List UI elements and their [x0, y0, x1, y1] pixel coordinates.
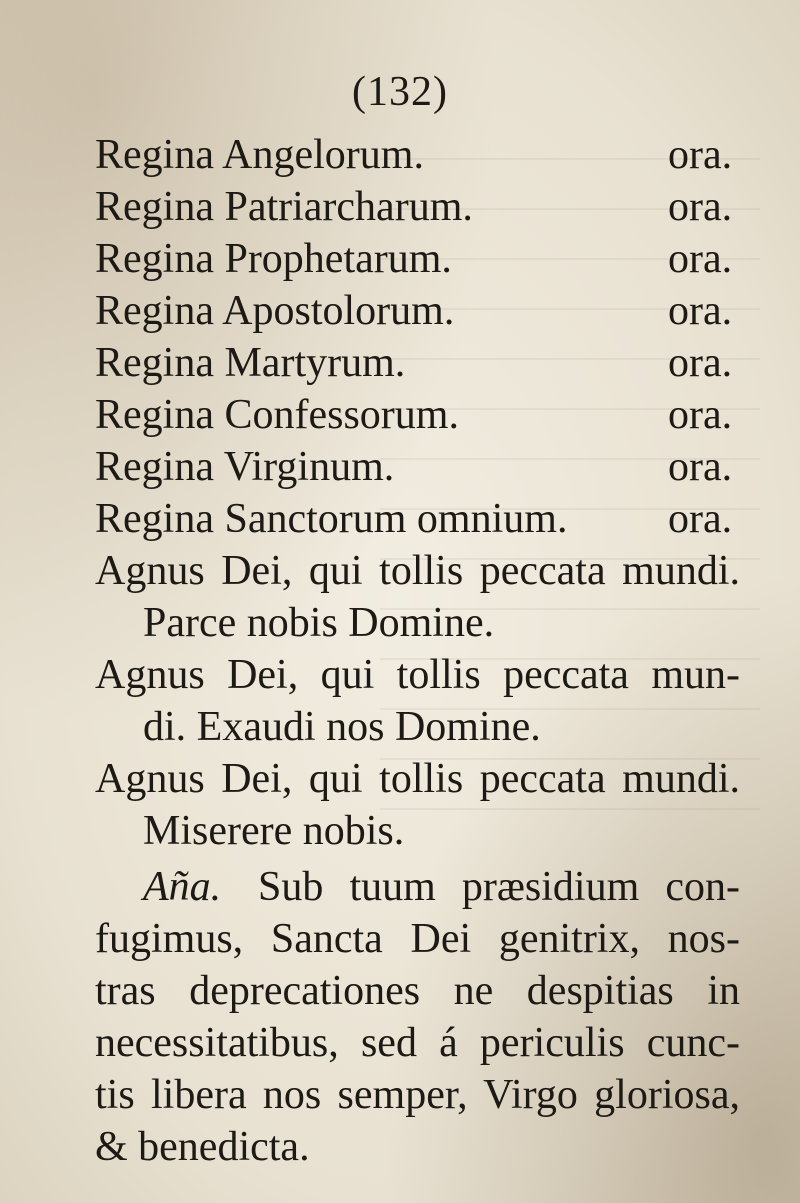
agnus-dei-line: Agnus Dei, qui tollis peccata mun- — [95, 652, 740, 698]
agnus-dei-line: Miserere nobis. — [143, 808, 405, 854]
litany-response: ora. — [668, 392, 733, 438]
agnus-dei-line: Parce nobis Domine. — [143, 600, 495, 646]
litany-invocation: Regina Confessorum. — [95, 392, 459, 438]
litany-invocation: Regina Virginum. — [95, 444, 395, 490]
litany-response: ora. — [668, 236, 733, 282]
antiphon-line: tis libera nos semper, Virgo gloriosa, — [95, 1072, 740, 1118]
litany-response: ora. — [668, 496, 733, 542]
page-number: (132) — [352, 69, 448, 115]
agnus-dei-line: Agnus Dei, qui tollis peccata mundi. — [95, 756, 740, 802]
litany-response: ora. — [668, 340, 733, 386]
litany-response: ora. — [668, 288, 733, 334]
litany-invocation: Regina Martyrum. — [95, 340, 406, 386]
agnus-dei-line: Agnus Dei, qui tollis peccata mundi. — [95, 548, 740, 594]
antiphon-label: Aña. — [143, 864, 222, 910]
litany-invocation: Regina Prophetarum. — [95, 236, 452, 282]
antiphon-line: tras deprecationes ne despitias in — [95, 968, 740, 1014]
litany-response: ora. — [668, 184, 733, 230]
litany-invocation: Regina Sanctorum omnium. — [95, 496, 568, 542]
litany-invocation: Regina Patriarcharum. — [95, 184, 473, 230]
agnus-dei-line: di. Exaudi nos Domine. — [143, 704, 541, 750]
antiphon-line: fugimus, Sancta Dei genitrix, nos- — [95, 916, 740, 962]
antiphon-line: Sub tuum præsidium con- — [258, 864, 740, 910]
litany-invocation: Regina Apostolorum. — [95, 288, 455, 334]
antiphon-line: necessitatibus, sed á periculis cunc- — [95, 1020, 740, 1066]
litany-response: ora. — [668, 444, 733, 490]
litany-invocation: Regina Angelorum. — [95, 132, 424, 178]
litany-response: ora. — [668, 132, 733, 178]
antiphon-line: & benedicta. — [95, 1124, 310, 1170]
